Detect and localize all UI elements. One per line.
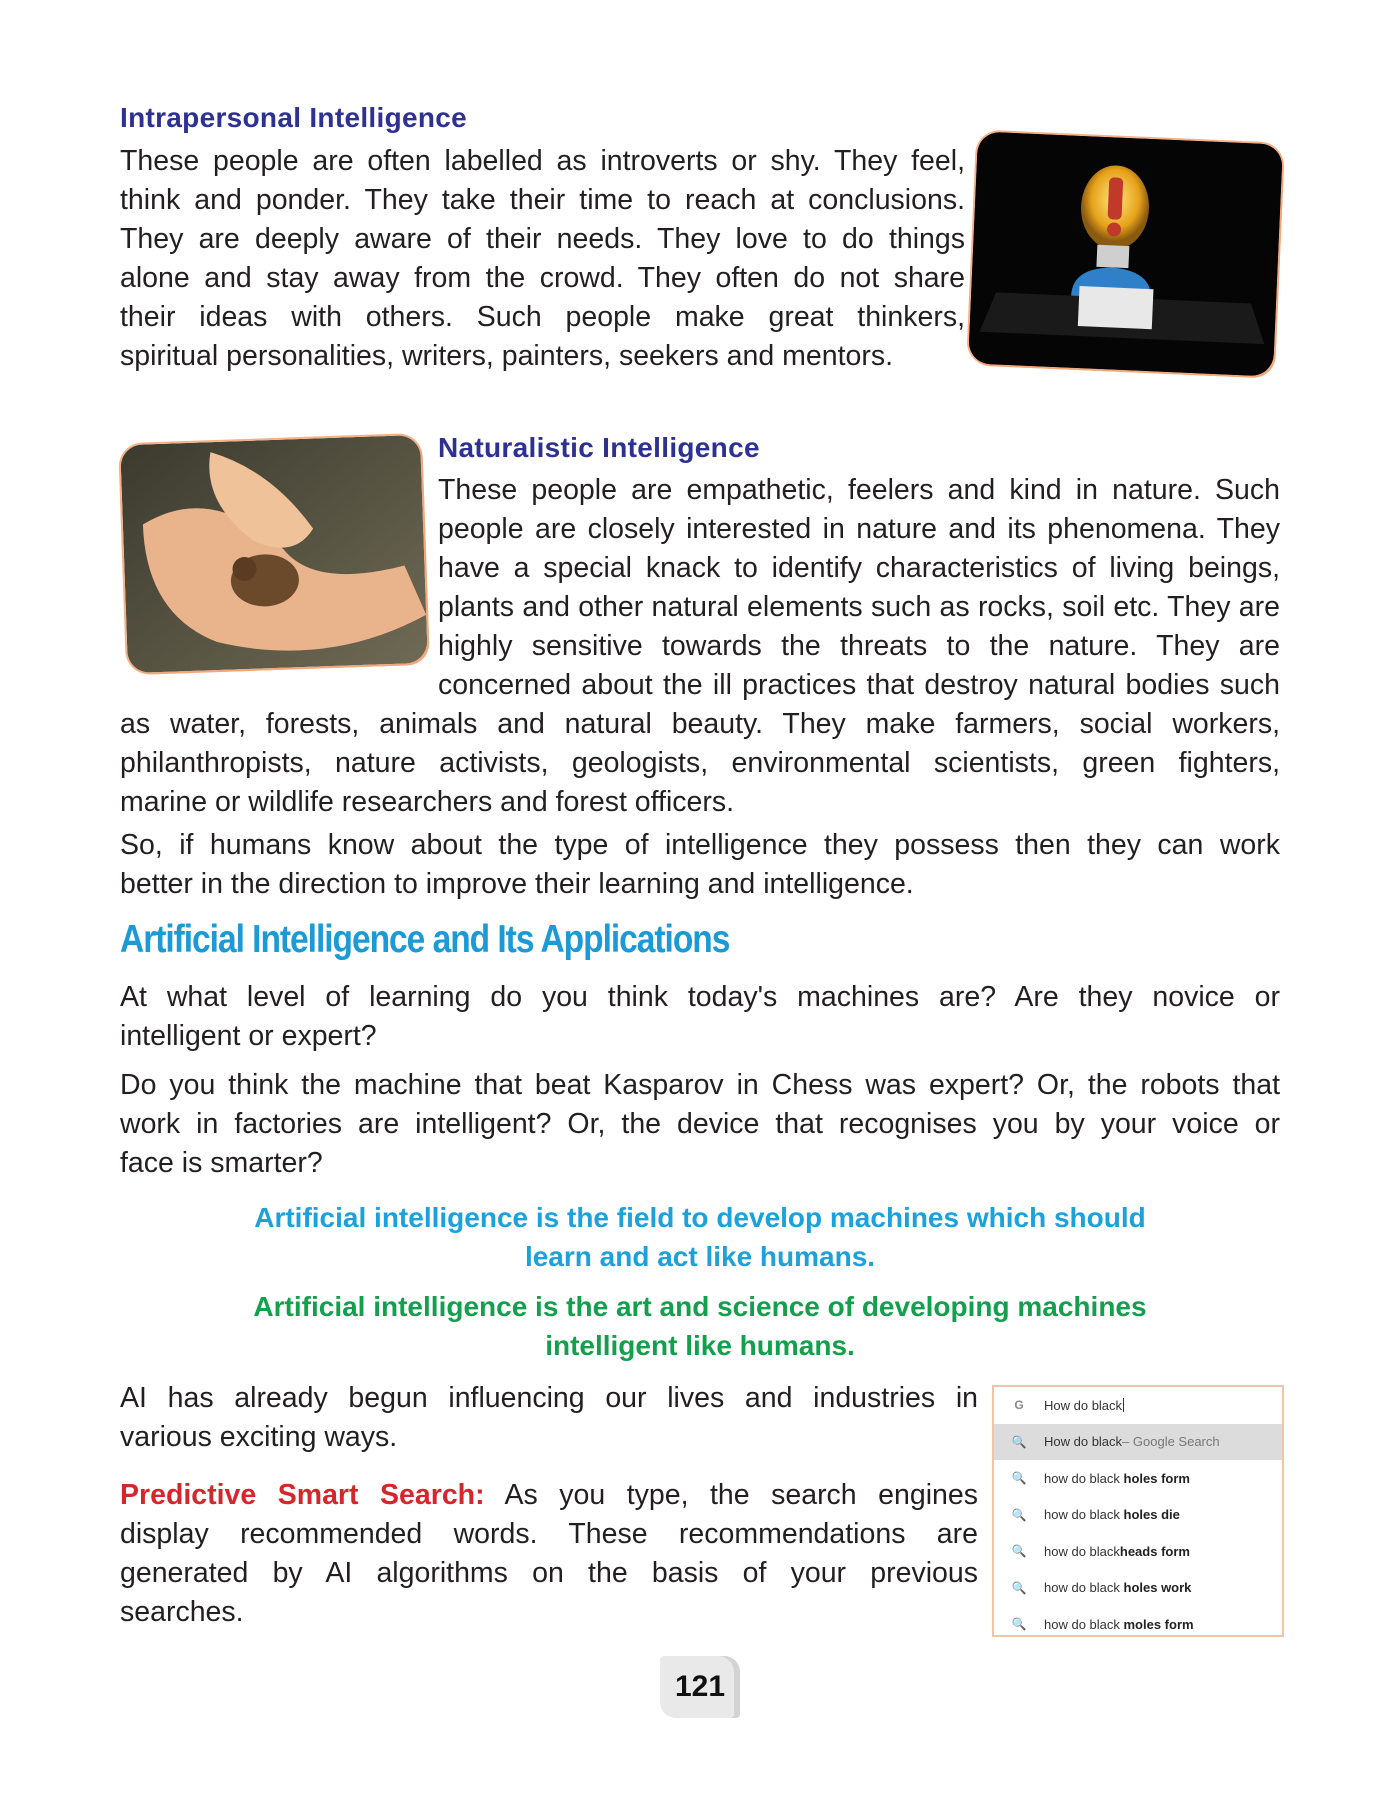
hands-holding-chick-image <box>120 435 428 673</box>
predictive-search-label: Predictive Smart Search: <box>120 1479 485 1511</box>
search-query-text: How do black <box>1044 1397 1123 1413</box>
page-number: 121 <box>660 1656 740 1718</box>
intrapersonal-line: spiritual personalities, writers, painters, seekers and mentors. <box>120 340 893 372</box>
suggestion-prefix: how do black <box>1044 1580 1124 1596</box>
influence-line: AI has already begun influencing our lives and industries in <box>120 1382 978 1414</box>
predictive-first-line <box>120 1476 978 1515</box>
magnifier-icon: 🔍 <box>1011 1617 1027 1632</box>
naturalistic-line: people are closely interested in nature and its phenomena. They <box>438 513 1280 545</box>
conclusion-line: better in the direction to improve their learning and intelligence. <box>120 868 914 900</box>
magnifier-icon: 🔍 <box>1011 1471 1027 1486</box>
suggestion-suffix: holes form <box>1123 1470 1190 1486</box>
intrapersonal-paragraph <box>120 142 965 376</box>
predictive-line: As you type, the search engines <box>484 1479 978 1511</box>
definition-line: Artificial intelligence is the field to develop machines which should <box>254 1202 1146 1233</box>
lightbulb-illustration <box>968 131 1283 376</box>
ai-section-title: Artificial Intelligence and Its Applications <box>120 918 730 961</box>
search-suggestion[interactable] <box>994 1570 1282 1607</box>
naturalistic-line: concerned about the ill practices that destroy natural bodies such <box>438 669 1280 701</box>
naturalistic-paragraph <box>438 471 1280 705</box>
predictive-line: generated by AI algorithms on the basis of your previous <box>120 1557 978 1589</box>
google-g-icon: G <box>1014 1398 1024 1413</box>
magnifier-icon: 🔍 <box>1011 1544 1027 1559</box>
influence-line: various exciting ways. <box>120 1421 398 1453</box>
intrapersonal-line: their ideas with others. Such people make great thinkers, <box>120 301 965 333</box>
suggestion-suffix: holes die <box>1123 1507 1180 1523</box>
search-suggestions-box <box>992 1385 1284 1637</box>
naturalistic-line: marine or wildlife researchers and forest officers. <box>120 786 735 818</box>
predictive-line: searches. <box>120 1596 244 1628</box>
naturalistic-line: have a special knack to identify characteristics of living beings, <box>438 552 1280 584</box>
lightbulb-thinker-image <box>968 131 1283 376</box>
suggestion-suffix: holes work <box>1123 1580 1192 1596</box>
intelligence-conclusion <box>120 826 1280 904</box>
hands-chick-illustration <box>120 435 428 673</box>
question-line: work in factories are intelligent? Or, the device that recognises you by your voice or <box>120 1108 1280 1140</box>
intrapersonal-line: alone and stay away from the crowd. They often do not share <box>120 262 965 294</box>
suggestion-prefix: how do black <box>1044 1507 1124 1523</box>
question-line: intelligent or expert? <box>120 1020 377 1052</box>
ai-definition-one <box>120 1198 1280 1276</box>
definition-line: learn and act like humans. <box>524 1241 876 1272</box>
ai-definition-two <box>120 1287 1280 1365</box>
question-line: At what level of learning do you think today's machines are? Are they novice or <box>120 981 1280 1013</box>
question-line: Do you think the machine that beat Kasparov in Chess was expert? Or, the robots that <box>120 1069 1280 1101</box>
search-suggestion[interactable] <box>994 1424 1282 1461</box>
search-suggestion[interactable] <box>994 1460 1282 1497</box>
suggestion-prefix: how do black <box>1044 1616 1124 1632</box>
suggestion-prefix: how do black <box>1044 1543 1120 1559</box>
magnifier-icon: 🔍 <box>1011 1434 1027 1449</box>
suggestion-suffix: heads form <box>1119 1543 1190 1559</box>
question-line: face is smarter? <box>120 1147 323 1179</box>
suggestion-prefix: How do black <box>1044 1434 1123 1450</box>
suggestion-prefix: how do black <box>1044 1470 1124 1486</box>
ai-question-two <box>120 1066 1280 1183</box>
conclusion-line: So, if humans know about the type of intelligence they possess then they can work <box>120 829 1280 861</box>
ai-question-one <box>120 978 1280 1056</box>
search-query-row[interactable] <box>994 1387 1282 1424</box>
search-suggestion[interactable] <box>994 1533 1282 1570</box>
intrapersonal-heading: Intrapersonal Intelligence <box>120 102 467 133</box>
naturalistic-line: These people are empathetic, feelers and kind in nature. Such <box>438 474 1280 506</box>
naturalistic-line: as water, forests, animals and natural beauty. They make farmers, social workers, <box>120 708 1280 740</box>
search-suggestion[interactable] <box>994 1497 1282 1534</box>
naturalistic-line: highly sensitive towards the threats to the nature. They are <box>438 630 1280 662</box>
naturalistic-paragraph-continued <box>120 705 1280 822</box>
predictive-search-paragraph <box>120 1476 978 1632</box>
predictive-line: display recommended words. These recommendations are <box>120 1518 978 1550</box>
search-suggestion[interactable] <box>994 1606 1282 1643</box>
magnifier-icon: 🔍 <box>1011 1507 1027 1522</box>
intrapersonal-line: They are deeply aware of their needs. They love to do things <box>120 223 965 255</box>
ai-influence-paragraph <box>120 1379 978 1457</box>
definition-line: intelligent like humans. <box>545 1330 855 1361</box>
naturalistic-heading: Naturalistic Intelligence <box>438 432 760 463</box>
definition-line: Artificial intelligence is the art and science of developing machines <box>253 1291 1147 1322</box>
intrapersonal-line: These people are often labelled as introverts or shy. They feel, <box>120 145 965 177</box>
suggestion-suffix: – Google Search <box>1122 1434 1220 1450</box>
text-cursor <box>1123 1398 1124 1412</box>
suggestion-suffix: moles form <box>1123 1616 1194 1632</box>
naturalistic-line: plants and other natural elements such as rocks, soil etc. They are <box>438 591 1280 623</box>
intrapersonal-line: think and ponder. They take their time to reach at conclusions. <box>120 184 965 216</box>
magnifier-icon: 🔍 <box>1011 1580 1027 1595</box>
naturalistic-line: philanthropists, nature activists, geologists, environmental scientists, green fighters, <box>120 747 1280 779</box>
